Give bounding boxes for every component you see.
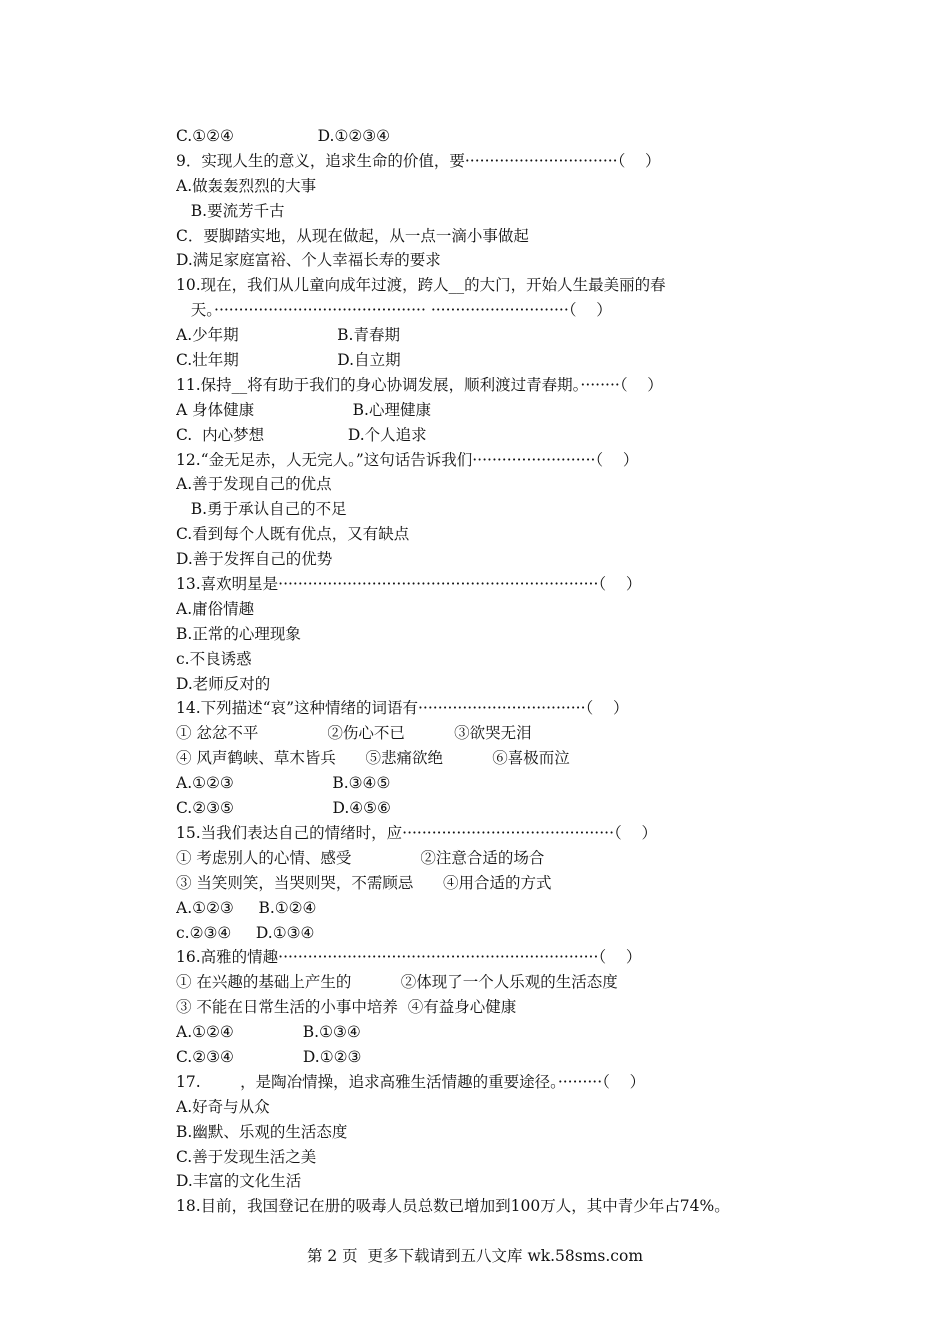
text-line: c.②③④ D.①③④ xyxy=(176,923,315,942)
text-line: ① 忿忿不平 ②伤心不已 ③欲哭无泪 xyxy=(176,724,532,743)
text-line: C.善于发现生活之美 xyxy=(176,1147,317,1166)
text-line: 9．实现人生的意义，追求生命的价值，要·······························（ ） xyxy=(176,151,661,170)
text-line: B.幽默、乐观的生活态度 xyxy=(176,1122,348,1141)
text-line: D.老师反对的 xyxy=(176,674,271,693)
page-footer: 第 2 页 更多下载请到五八文库 wk.58sms.com xyxy=(306,1247,644,1265)
text-line: c.不良诱惑 xyxy=(176,649,252,668)
text-line: C.壮年期 D.自立期 xyxy=(176,351,401,370)
text-line: A.好奇与从众 xyxy=(176,1097,270,1116)
text-line: 天。··········································· ····························（ ） xyxy=(176,301,612,320)
text-line: C.看到每个人既有优点，又有缺点 xyxy=(176,525,410,544)
text-line: ③ 当笑则笑，当哭则哭，不需顾忌 ④用合适的方式 xyxy=(176,873,552,892)
question-lines xyxy=(176,124,876,1219)
text-line: B.要流芳千古 xyxy=(176,201,285,220)
text-line: ④ 风声鹤峡、草木皆兵 ⑤悲痛欲绝 ⑥喜极而泣 xyxy=(176,749,570,768)
text-line: 13.喜欢明星是·································································（ ） xyxy=(176,575,642,594)
text-line: 11.保持__将有助于我们的身心协调发展，顺利渡过青春期。········（ ） xyxy=(176,375,663,394)
text-line: A.①②③ B.①②④ xyxy=(176,898,317,917)
text-line: C.①②④ D.①②③④ xyxy=(176,127,391,145)
text-line: B.勇于承认自己的不足 xyxy=(176,500,347,519)
text-line: A.庸俗情趣 xyxy=(176,599,255,618)
text-line: 17. ，是陶冶情操，追求高雅生活情趣的重要途径。·········（ ） xyxy=(176,1072,646,1091)
text-line: A.①②④ B.①③④ xyxy=(176,1023,361,1042)
text-line: 12.“金无足赤，人无完人。”这句话告诉我们·························（ ） xyxy=(176,450,639,469)
text-line: A.做轰轰烈烈的大事 xyxy=(176,176,317,195)
text-line: C.②③④ D.①②③ xyxy=(176,1047,362,1066)
text-line: C．要脚踏实地，从现在做起，从一点一滴小事做起 xyxy=(176,226,529,245)
text-line: ① 在兴趣的基础上产生的 ②体现了一个人乐观的生活态度 xyxy=(176,973,618,992)
text-line: A.少年期 B.青春期 xyxy=(176,326,400,345)
text-line: A.善于发现自己的优点 xyxy=(176,475,332,494)
text-line: 10.现在，我们从儿童向成年过渡，跨人__的大门，开始人生最美丽的春 xyxy=(176,276,666,295)
text-line: 16.高雅的情趣·································································（ ） xyxy=(176,948,642,967)
text-line: D.丰富的文化生活 xyxy=(176,1172,302,1191)
text-line: ① 考虑别人的心情、感受 ②注意合适的场合 xyxy=(176,848,545,867)
text-line: B.正常的心理现象 xyxy=(176,624,301,643)
text-line: 18.目前，我国登记在册的吸毒人员总数已增加到100万人，其中青少年占74%。 xyxy=(176,1197,730,1216)
text-line: A 身体健康 B.心理健康 xyxy=(176,400,431,419)
text-line: C. 内心梦想 D.个人追求 xyxy=(176,425,427,444)
text-line: D.满足家庭富裕、个人幸福长寿的要求 xyxy=(176,251,441,270)
text-line: 14.下列描述“哀”这种情绪的词语有··································（ ） xyxy=(176,699,629,718)
text-line: A.①②③ B.③④⑤ xyxy=(176,774,391,793)
text-line: ③ 不能在日常生活的小事中培养 ④有益身心健康 xyxy=(176,998,517,1017)
text-line: 15.当我们表达自己的情绪时，应···········································（ ） xyxy=(176,823,657,842)
text-line: D.善于发挥自己的优势 xyxy=(176,550,333,569)
text-line: C.②③⑤ D.④⑤⑥ xyxy=(176,799,391,818)
